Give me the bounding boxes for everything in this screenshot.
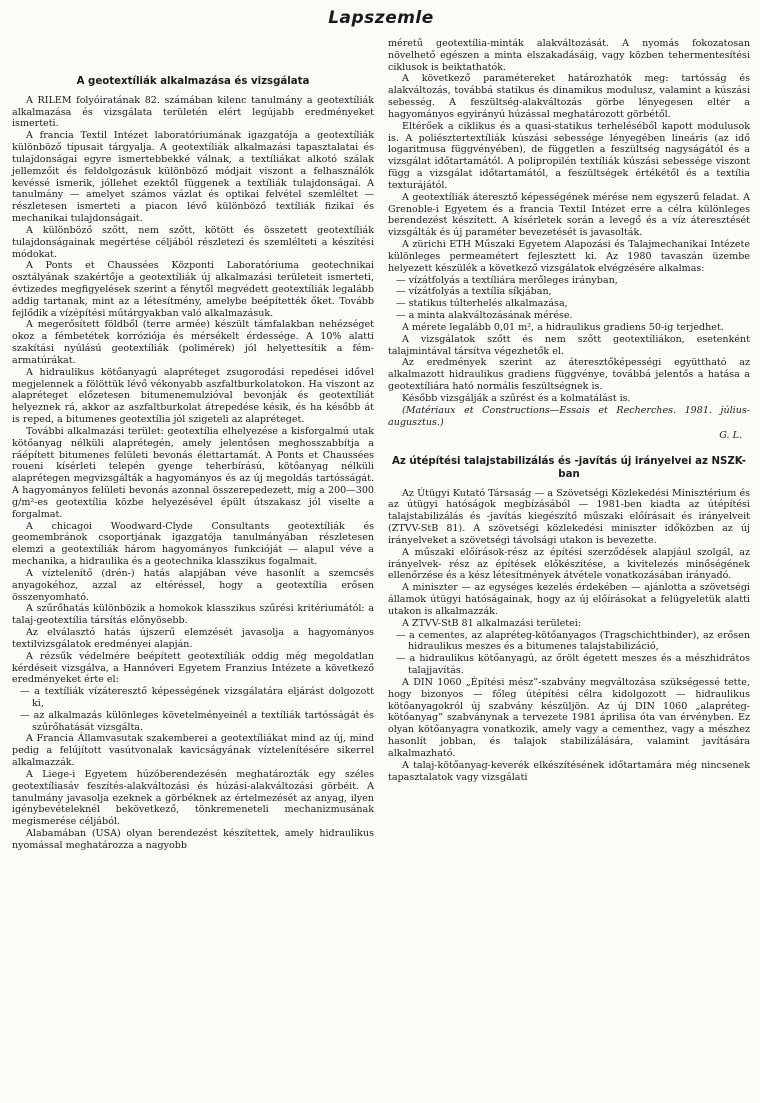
paragraph: A ZTVV-StB 81 alkalmazási területei: [402,617,582,629]
paragraph: A hidraulikus kötőanyagú alapréteget zsugorodási repedései idővel megjelennek a fölöttük lévő vékonyabb aszfaltburkolatokon. Ha viszont az alapréteget előzetesen bitumenemulzióval bevonják és geotextíliát helyeznek rá, akkor az aszfaltburkolat átrepedése késik, és ha később át is reped, a bitumenes geotextília jól szigeteli az alapréteget. [12,366,374,426]
columns [12,38,750,852]
paragraph: méretű geotextília-minták alakváltozását. A nyomás fokozatosan növelhető egészen a minta elszakadásáig, vagy közben tehermentesítési ciklusok is beiktathatók. [388,38,750,73]
article-body [12,95,374,852]
list-item: — a cementes, az alapréteg-kötőanyagos (Tragschichtbinder), az erősen hidraulikus meszes és a bitumenes talajstabilizáció, [396,630,750,654]
page-title: Lapszemle [328,8,434,28]
left-column [12,38,374,852]
paragraph: A különböző szőtt, nem szőtt, kötött és összetett geotextíliák tulajdonságainak megértése céljából részletezi és szemlélteti a készítési módokat. [12,224,374,260]
paragraph: A következő paramétereket határozhatók meg: tartósság és alakváltozás, továbbá statikus és dinamikus modulusz, valamint a kúszási sebesség. A feszültség-alakváltozás görbe lényegesen eltér a hagyományos egyirányú húzással meghatározott görbétől. [388,73,750,120]
paragraph: Az Útügyi Kutató Társaság — a Szövetségi Közlekedési Minisztérium és az útügyi hatóságok megbízásából — 1981-ben kiadta az útépítési talajstabilizálás és -javítás kiegészítő műszaki előírásait és irányelveit (ZTVV-StB 81). A szövetségi közlekedési miniszter időközben az új irányelveket a szövetségi távolsági utakon is bevezette. [388,487,750,546]
paragraph: A DIN 1060 „Építési mész”-szabvány megváltozása szükségessé tette, hogy bizonyos — főleg útépítési célra kidolgozott — hidraulikus kötőanyagokról új szabvány készüljön. Az új DIN 1060 „alapréteg-kötőanyag” szabványnak a tervezete 1981 áprilisa óta van érvényben. Ez olyan kötőanyagra vonatkozik, amely vagy a cementhez, vagy a mészhez hasonlít jobban, és talajok stabilizálására, valamint javítására alkalmazható. [388,676,750,759]
paragraph: A chicagoi Woodward-Clyde Consultants geotextíliák és geomembránok csoportjának igazgatója tanulmányában részletesen elemzi a geotextíliák három hagyományos funkcióját — alapul véve a mechanika, a hidraulika és a geotechnika klasszikus fogalmait. [12,520,374,568]
article-title: A geotextíliák alkalmazása és vizsgálata [76,76,310,87]
paragraph: A műszaki előírások-rész az építési szerződések alapjául szolgál, az irányelvek- rész az építések előkészítése, a kivitelezés minőségének ellenőrzése és a kész létesítmények átvétele vonatkozásában irányadó. [388,546,750,582]
paragraph: A víztelenítő (drén-) hatás alapjában véve hasonlít a szemcsés anyagokéhoz, azzal az eltéréssel, hogy a geotextília erősen összenyomható. [12,567,374,603]
list-item: — az alkalmazás különleges követelményeinél a textíliák tartósságát és szűrőhatását vizsgálta. [20,710,374,734]
paragraph: A vizsgálatok szőtt és nem szőtt geotextíliákon, esetenként talajmintával társítva végezhetők el. [388,333,750,357]
source-citation: (Matériaux et Constructions—Essais et Recherches. 1981. július-augusztus.) [388,404,750,428]
dash-list [12,686,374,733]
paragraph: Később vizsgálják a szűrést és a kolmatálást is. [402,392,631,404]
paragraph: A miniszter — az egységes kezelés érdekében — ajánlotta a szövetségi államok útügyi hatóságainak, hogy az új előírásokat a felügyeletük alatti utakon is alkalmazzák. [388,582,750,617]
list-item: — a hidraulikus kötőanyagú, az őrölt égetett meszes és a mészhidrátos talajjavítás. [396,653,750,677]
paragraph: További alkalmazási terület: geotextília elhelyezése a kisforgalmú utak kötőanyag nélküli alaprétegén, amely jelentősen meghosszabbítja a ráépített bitumenes felületi bevonás élettartamát. A Ponts et Chaussées roueni kísérleti telepén gyenge teherbírású, kötőanyag nélküli alaprétegen megvizsgálták a hagyományos és az új megoldás tartósságát. A hagyományos felületi bevonás azonnal összerepedezett, míg a 200—300 g/m²-es geotextília közbe helyezésével épült útszakasz jól viselte a forgalmat. [12,425,374,520]
paragraph: A mérete legalább 0,01 m², a hidraulikus gradiens 50-ig terjedhet. [402,321,724,333]
paragraph: A talaj-kötőanyag-keverék elkészítésének időtartamára még nincsenek tapasztalatok vagy vizsgálati [388,759,750,783]
dash-list [388,275,750,322]
paragraph: A geotextíliák áteresztő képességének mérése nem egyszerű feladat. A Grenoble-i Egyetem és a francia Textil Intézet erre a célra különleges berendezést készített. A kísérletek során a levegő és a víz áteresztését vizsgálták és új paraméter bevezetését is javasolták. [388,191,750,239]
paragraph: Az eredmények szerint az áteresztőképességi együttható az alkalmazott hidraulikus gradiens függvénye, továbbá jelentős a hatása a geotextíliára ható normális feszültségnek is. [388,357,750,393]
paragraph: Alabamában (USA) olyan berendezést készítettek, amely hidraulikus nyomással meghatározza a nagyobb [12,828,374,851]
paragraph: A Francia Államvasutak szakemberei a geotextíliákat mind az új, mind pedig a felújított vasútvonalak kavicságyának víztelenítésére sikerrel alkalmazzák. [12,733,374,769]
paragraph: A zürichi ETH Műszaki Egyetem Alapozási és Talajmechanikai Intézete különleges permeamétert fejlesztett ki. Az 1980 tavaszán üzembe helyezett készülék a következő vizsgálatok elvégzésére alkalmas: [388,239,750,274]
list-item: — vízátfolyás a textíliára merőleges irányban, [396,275,750,287]
paragraph: A Ponts et Chaussées Központi Laboratóriuma geotechnikai osztályának szakértője a geotextíliák új alkalmazási területeit ismerteti, évtizedes megfigyelések szerint a fénytől megvédett geotextíliák legalább addig tartanak, mint az a létesítmény, amelybe beépítették őket. Tovább fejlődik a vízépítési műtárgyakban való alkalmazásuk. [12,260,374,319]
paragraph: A rézsűk védelmére beépített geotextíliák oddig még megoldatlan kérdéseit vizsgálva, a Hannóveri Egyetem Franzius Intézete a következő eredményeket érte el: [12,650,374,686]
paragraph: A francia Textil Intézet laboratóriumának igazgatója a geotextíliák különböző típusait tárgyalja. A geotextíliák alkalmazási tapasztalatai és tulajdonságai egyre ismertebbekké válnak, a textíliákat alkotó szálak jellemzőit és feldolgozásuk különböző módjait viszont a felhasználók kevéssé ismerik, jóllehet ezektől függenek a textíliák tulajdonságai. A tanulmány — amelyet számos vázlat és optikai felvétel szemléltet — részletesen ismerteti a piacon lévő különböző textíliák fizikai és mechanikai tulajdonságait. [12,130,374,225]
paragraph: Az elválasztó hatás újszerű elemzését javasolja a hagyományos textilvizsgálatok eredményei alapján. [12,627,374,650]
list-item: — a textíliák vízáteresztő képességének vizsgálatára eljárást dolgozott ki, [20,686,374,710]
list-item: — vízátfolyás a textília síkjában, [396,286,750,298]
right-column [388,38,750,852]
article-body [388,488,750,784]
page-header [12,8,750,38]
paragraph: A szűrőhatás különbözik a homokok klasszikus szűrési kritériumától: a talaj-geotextília társítás előnyösebb. [12,603,374,627]
paragraph: A megerősített földből (terre armée) készült támfalakban nehézséget okoz a fémbetétek korróziója és mérsékelt érdessége. A 10% alatti szakítási nyúlású geotextíliák (polimérek) jól helyettesítik a fém-armatúrákat. [12,319,374,366]
author-signature: G. L. [719,430,742,442]
article-continuation [388,38,750,442]
list-item: — a minta alakváltozásának mérése. [396,310,750,322]
paragraph: A Liege-i Egyetem húzóberendezésén meghatározták egy széles geotextíliasáv feszítés-alakváltozási és húzási-alakváltozási görbéit. A tanulmány javasolja ezeknek a görbéknek az értelmezését az anyag, ilyen igénybevételeknél bekövetkező, tönkremeneteli mechanizmusának megismerése céljából. [12,768,374,828]
dash-list [388,630,750,677]
paragraph: A RILEM folyóiratának 82. számában kilenc tanulmány a geotextíliák alkalmazása és vizsgálata területén elért legújabb eredményeket ismerteti. [12,94,374,130]
list-item: — statikus túlterhelés alkalmazása, [396,298,750,310]
article-title: Az útépítési talajstabilizálás és -javítás új irányelvei az NSZK-ban [391,456,747,480]
paragraph: Eltérőek a ciklikus és a quasi-statikus terheléséből kapott modulusok is. A poliésztertextíliák kúszási sebessége lényegében lineáris (az idő logaritmusa függvényében), de független a feszültség nagyságától és a vizsgálat időtartamától. A polipropilén textíliák kúszási sebessége viszont függ a vizsgálat időtartamától, a feszültségek értékétől és a textília texturájától. [388,120,750,191]
